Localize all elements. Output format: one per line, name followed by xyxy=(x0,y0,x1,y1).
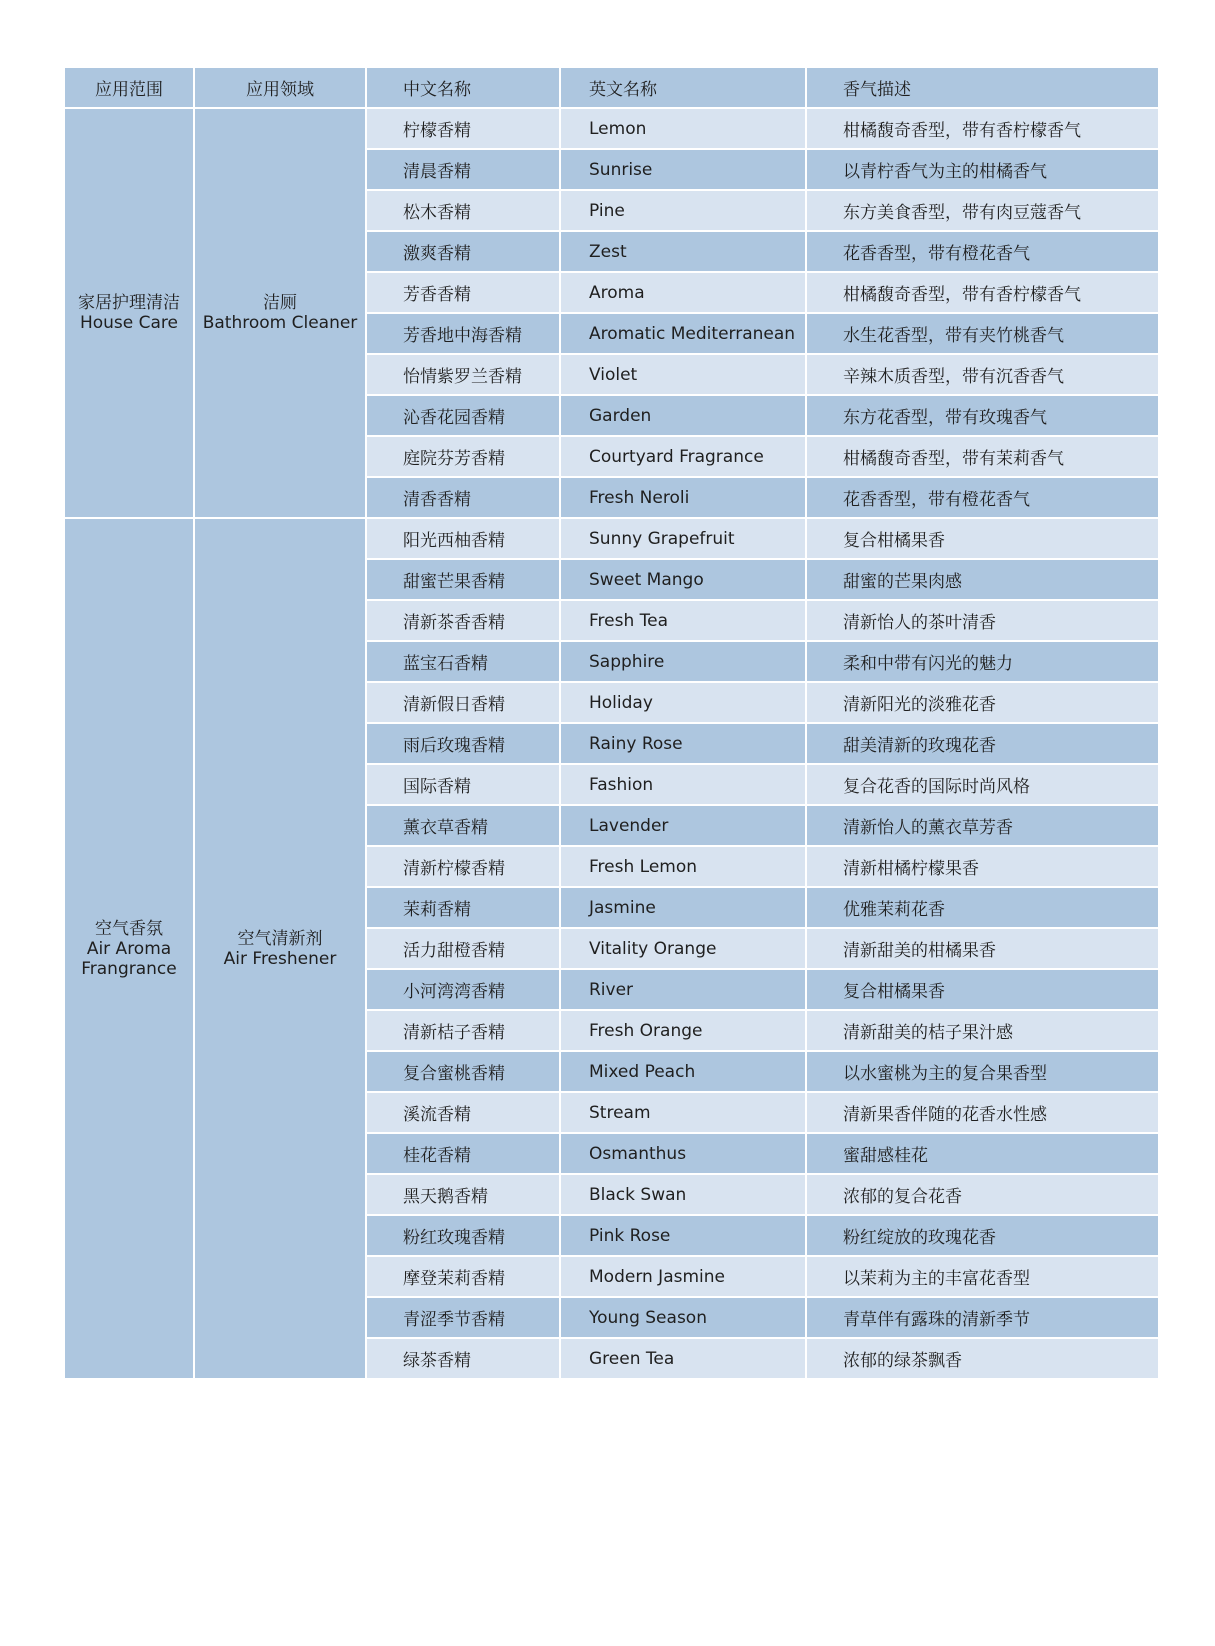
chinese-name-cell: 摩登茉莉香精 xyxy=(366,1256,560,1297)
scope-cell xyxy=(64,518,194,1379)
chinese-name-cell: 绿茶香精 xyxy=(366,1338,560,1379)
aroma-description-cell: 柑橘馥奇香型，带有茉莉香气 xyxy=(806,436,1159,477)
chinese-name-cell: 清新柠檬香精 xyxy=(366,846,560,887)
chinese-name-cell: 溪流香精 xyxy=(366,1092,560,1133)
aroma-description-cell: 辛辣木质香型，带有沉香香气 xyxy=(806,354,1159,395)
aroma-description-cell: 柔和中带有闪光的魅力 xyxy=(806,641,1159,682)
scope-label: 空气香氛 xyxy=(95,918,163,939)
chinese-name-cell: 桂花香精 xyxy=(366,1133,560,1174)
aroma-description-cell: 清新甜美的柑橘果香 xyxy=(806,928,1159,969)
chinese-name-cell: 芳香地中海香精 xyxy=(366,313,560,354)
english-name-cell: Garden xyxy=(560,395,806,436)
chinese-name-cell: 清晨香精 xyxy=(366,149,560,190)
chinese-name-cell: 复合蜜桃香精 xyxy=(366,1051,560,1092)
english-name-cell: Fashion xyxy=(560,764,806,805)
chinese-name-cell: 国际香精 xyxy=(366,764,560,805)
aroma-description-cell: 清新怡人的茶叶清香 xyxy=(806,600,1159,641)
aroma-description-cell: 清新柑橘柠檬果香 xyxy=(806,846,1159,887)
aroma-description-cell: 柑橘馥奇香型，带有香柠檬香气 xyxy=(806,108,1159,149)
aroma-description-cell: 东方花香型，带有玫瑰香气 xyxy=(806,395,1159,436)
field-label: 空气清新剂 xyxy=(237,928,323,949)
scope-label: 家居护理清洁 xyxy=(78,293,180,313)
chinese-name-cell: 庭院芬芳香精 xyxy=(366,436,560,477)
aroma-description-cell: 复合花香的国际时尚风格 xyxy=(806,764,1159,805)
aroma-description-cell: 蜜甜感桂花 xyxy=(806,1133,1159,1174)
aroma-description-cell: 水生花香型，带有夹竹桃香气 xyxy=(806,313,1159,354)
english-name-cell: Pine xyxy=(560,190,806,231)
aroma-description-cell: 清新果香伴随的花香水性感 xyxy=(806,1092,1159,1133)
chinese-name-cell: 清新桔子香精 xyxy=(366,1010,560,1051)
english-name-cell: Fresh Orange xyxy=(560,1010,806,1051)
english-name-cell: Sunny Grapefruit xyxy=(560,518,806,559)
header-english-name: 英文名称 xyxy=(560,67,806,108)
chinese-name-cell: 蓝宝石香精 xyxy=(366,641,560,682)
english-name-cell: River xyxy=(560,969,806,1010)
scope-label: Frangrance xyxy=(81,958,177,979)
chinese-name-cell: 柠檬香精 xyxy=(366,108,560,149)
table-row xyxy=(64,108,1159,149)
aroma-description-cell: 柑橘馥奇香型，带有香柠檬香气 xyxy=(806,272,1159,313)
aroma-description-cell: 粉红绽放的玫瑰花香 xyxy=(806,1215,1159,1256)
aroma-description-cell: 清新怡人的薰衣草芳香 xyxy=(806,805,1159,846)
chinese-name-cell: 松木香精 xyxy=(366,190,560,231)
english-name-cell: Violet xyxy=(560,354,806,395)
aroma-description-cell: 青草伴有露珠的清新季节 xyxy=(806,1297,1159,1338)
aroma-description-cell: 清新甜美的桔子果汁感 xyxy=(806,1010,1159,1051)
chinese-name-cell: 沁香花园香精 xyxy=(366,395,560,436)
english-name-cell: Fresh Tea xyxy=(560,600,806,641)
english-name-cell: Sapphire xyxy=(560,641,806,682)
english-name-cell: Modern Jasmine xyxy=(560,1256,806,1297)
aroma-description-cell: 以茉莉为主的丰富花香型 xyxy=(806,1256,1159,1297)
field-cell xyxy=(194,108,366,518)
chinese-name-cell: 小河湾湾香精 xyxy=(366,969,560,1010)
aroma-description-cell: 浓郁的复合花香 xyxy=(806,1174,1159,1215)
english-name-cell: Sunrise xyxy=(560,149,806,190)
aroma-description-cell: 以青柠香气为主的柑橘香气 xyxy=(806,149,1159,190)
field-cell xyxy=(194,518,366,1379)
chinese-name-cell: 激爽香精 xyxy=(366,231,560,272)
field-label: Bathroom Cleaner xyxy=(202,313,358,333)
aroma-description-cell: 优雅茉莉花香 xyxy=(806,887,1159,928)
english-name-cell: Aromatic Mediterranean xyxy=(560,313,806,354)
header-aroma-description: 香气描述 xyxy=(806,67,1159,108)
english-name-cell: Pink Rose xyxy=(560,1215,806,1256)
aroma-description-cell: 复合柑橘果香 xyxy=(806,969,1159,1010)
aroma-description-cell: 东方美食香型，带有肉豆蔻香气 xyxy=(806,190,1159,231)
aroma-description-cell: 花香香型，带有橙花香气 xyxy=(806,231,1159,272)
chinese-name-cell: 雨后玫瑰香精 xyxy=(366,723,560,764)
english-name-cell: Stream xyxy=(560,1092,806,1133)
aroma-description-cell: 以水蜜桃为主的复合果香型 xyxy=(806,1051,1159,1092)
chinese-name-cell: 薰衣草香精 xyxy=(366,805,560,846)
header-scope: 应用范围 xyxy=(64,67,194,108)
english-name-cell: Zest xyxy=(560,231,806,272)
english-name-cell: Fresh Lemon xyxy=(560,846,806,887)
chinese-name-cell: 活力甜橙香精 xyxy=(366,928,560,969)
chinese-name-cell: 阳光西柚香精 xyxy=(366,518,560,559)
chinese-name-cell: 青涩季节香精 xyxy=(366,1297,560,1338)
english-name-cell: Young Season xyxy=(560,1297,806,1338)
chinese-name-cell: 清新假日香精 xyxy=(366,682,560,723)
header-field: 应用领域 xyxy=(194,67,366,108)
english-name-cell: Green Tea xyxy=(560,1338,806,1379)
scope-label: Air Aroma xyxy=(86,938,172,959)
scope-label: House Care xyxy=(79,313,179,333)
chinese-name-cell: 黑天鹅香精 xyxy=(366,1174,560,1215)
english-name-cell: Fresh Neroli xyxy=(560,477,806,518)
chinese-name-cell: 清新茶香香精 xyxy=(366,600,560,641)
scope-cell xyxy=(64,108,194,518)
aroma-description-cell: 花香香型，带有橙花香气 xyxy=(806,477,1159,518)
aroma-description-cell: 清新阳光的淡雅花香 xyxy=(806,682,1159,723)
english-name-cell: Holiday xyxy=(560,682,806,723)
english-name-cell: Black Swan xyxy=(560,1174,806,1215)
chinese-name-cell: 甜蜜芒果香精 xyxy=(366,559,560,600)
chinese-name-cell: 清香香精 xyxy=(366,477,560,518)
english-name-cell: Aroma xyxy=(560,272,806,313)
chinese-name-cell: 粉红玫瑰香精 xyxy=(366,1215,560,1256)
chinese-name-cell: 怡情紫罗兰香精 xyxy=(366,354,560,395)
english-name-cell: Osmanthus xyxy=(560,1133,806,1174)
aroma-description-cell: 复合柑橘果香 xyxy=(806,518,1159,559)
header-row xyxy=(64,67,1159,108)
table-row xyxy=(64,518,1159,559)
chinese-name-cell: 茉莉香精 xyxy=(366,887,560,928)
english-name-cell: Mixed Peach xyxy=(560,1051,806,1092)
field-label: Air Freshener xyxy=(223,948,337,969)
header-chinese-name: 中文名称 xyxy=(366,67,560,108)
english-name-cell: Vitality Orange xyxy=(560,928,806,969)
english-name-cell: Lavender xyxy=(560,805,806,846)
english-name-cell: Courtyard Fragrance xyxy=(560,436,806,477)
chinese-name-cell: 芳香香精 xyxy=(366,272,560,313)
aroma-description-cell: 甜蜜的芒果肉感 xyxy=(806,559,1159,600)
aroma-description-cell: 浓郁的绿茶飘香 xyxy=(806,1338,1159,1379)
field-label: 洁厕 xyxy=(263,293,297,313)
english-name-cell: Lemon xyxy=(560,108,806,149)
english-name-cell: Jasmine xyxy=(560,887,806,928)
aroma-description-cell: 甜美清新的玫瑰花香 xyxy=(806,723,1159,764)
english-name-cell: Sweet Mango xyxy=(560,559,806,600)
english-name-cell: Rainy Rose xyxy=(560,723,806,764)
fragrance-table xyxy=(63,66,1160,1380)
